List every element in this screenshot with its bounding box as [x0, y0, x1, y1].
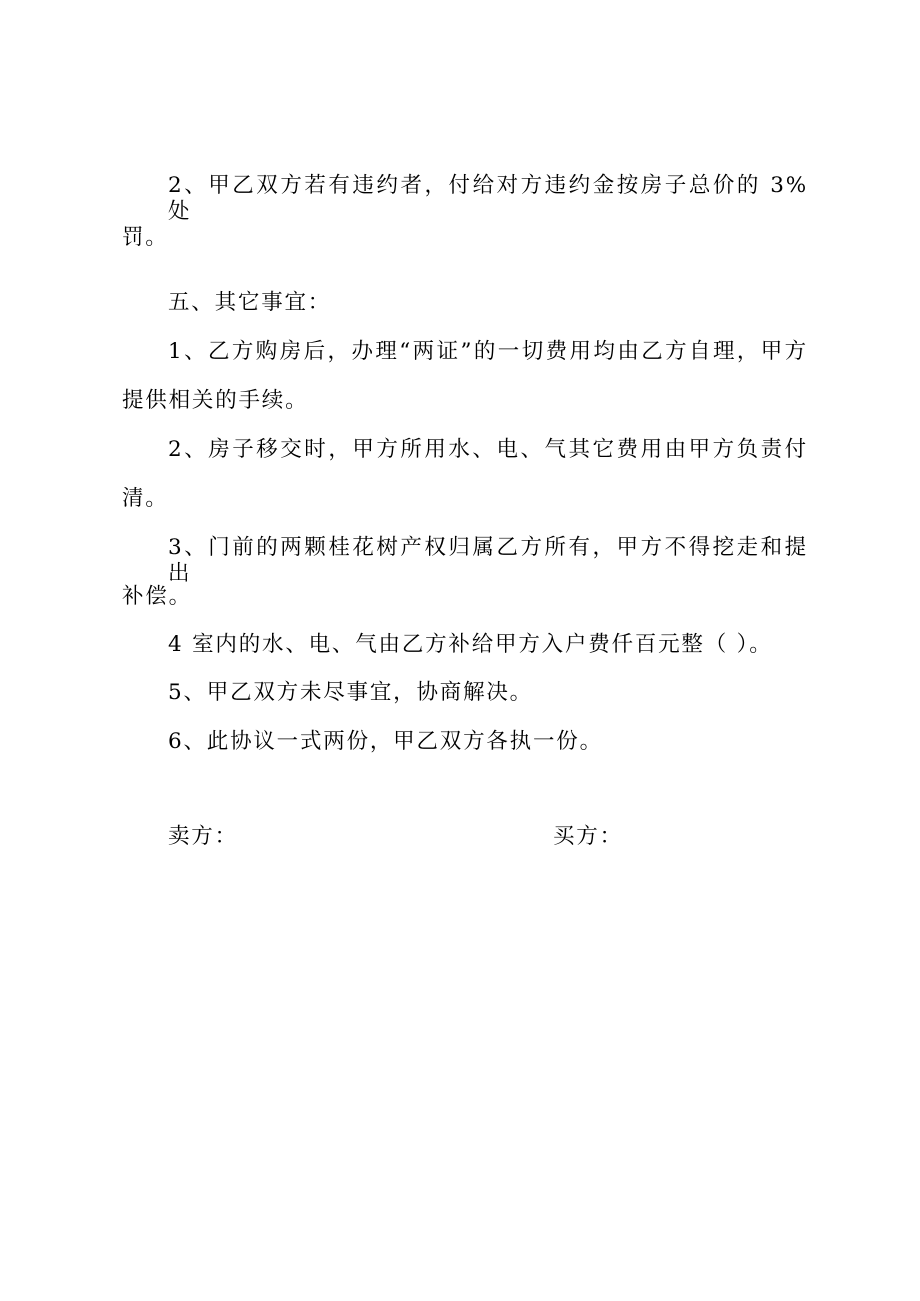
item-3-line-1: 3、门前的两颗桂花树产权归属乙方所有，甲方不得挖走和提出	[168, 535, 808, 586]
item-1-line-1: 1、乙方购房后，办理“两证”的一切费用均由乙方自理，甲方	[168, 339, 808, 364]
item-5-line-1: 5、甲乙双方未尽事宜，协商解决。	[168, 680, 533, 705]
item-2-line-2: 清。	[122, 486, 169, 511]
penalty-clause-line-1: 2、甲乙双方若有违约者，付给对方违约金按房子总价的 3%处	[168, 173, 808, 224]
item-6-line-1: 6、此协议一式两份，甲乙双方各执一份。	[168, 729, 603, 754]
buyer-signature-label: 买方：	[553, 824, 623, 849]
item-3-line-2: 补偿。	[122, 584, 192, 609]
item-2-line-1: 2、房子移交时，甲方所用水、电、气其它费用由甲方负责付	[168, 437, 808, 462]
seller-signature-label: 卖方：	[168, 824, 238, 849]
item-4-line-1: 4 室内的水、电、气由乙方补给甲方入户费仟百元整（ ）。	[168, 632, 773, 657]
penalty-clause-line-2: 罚。	[122, 225, 169, 250]
item-1-line-2: 提供相关的手续。	[122, 388, 309, 413]
section-heading-other-matters: 五、其它事宜：	[168, 290, 332, 315]
